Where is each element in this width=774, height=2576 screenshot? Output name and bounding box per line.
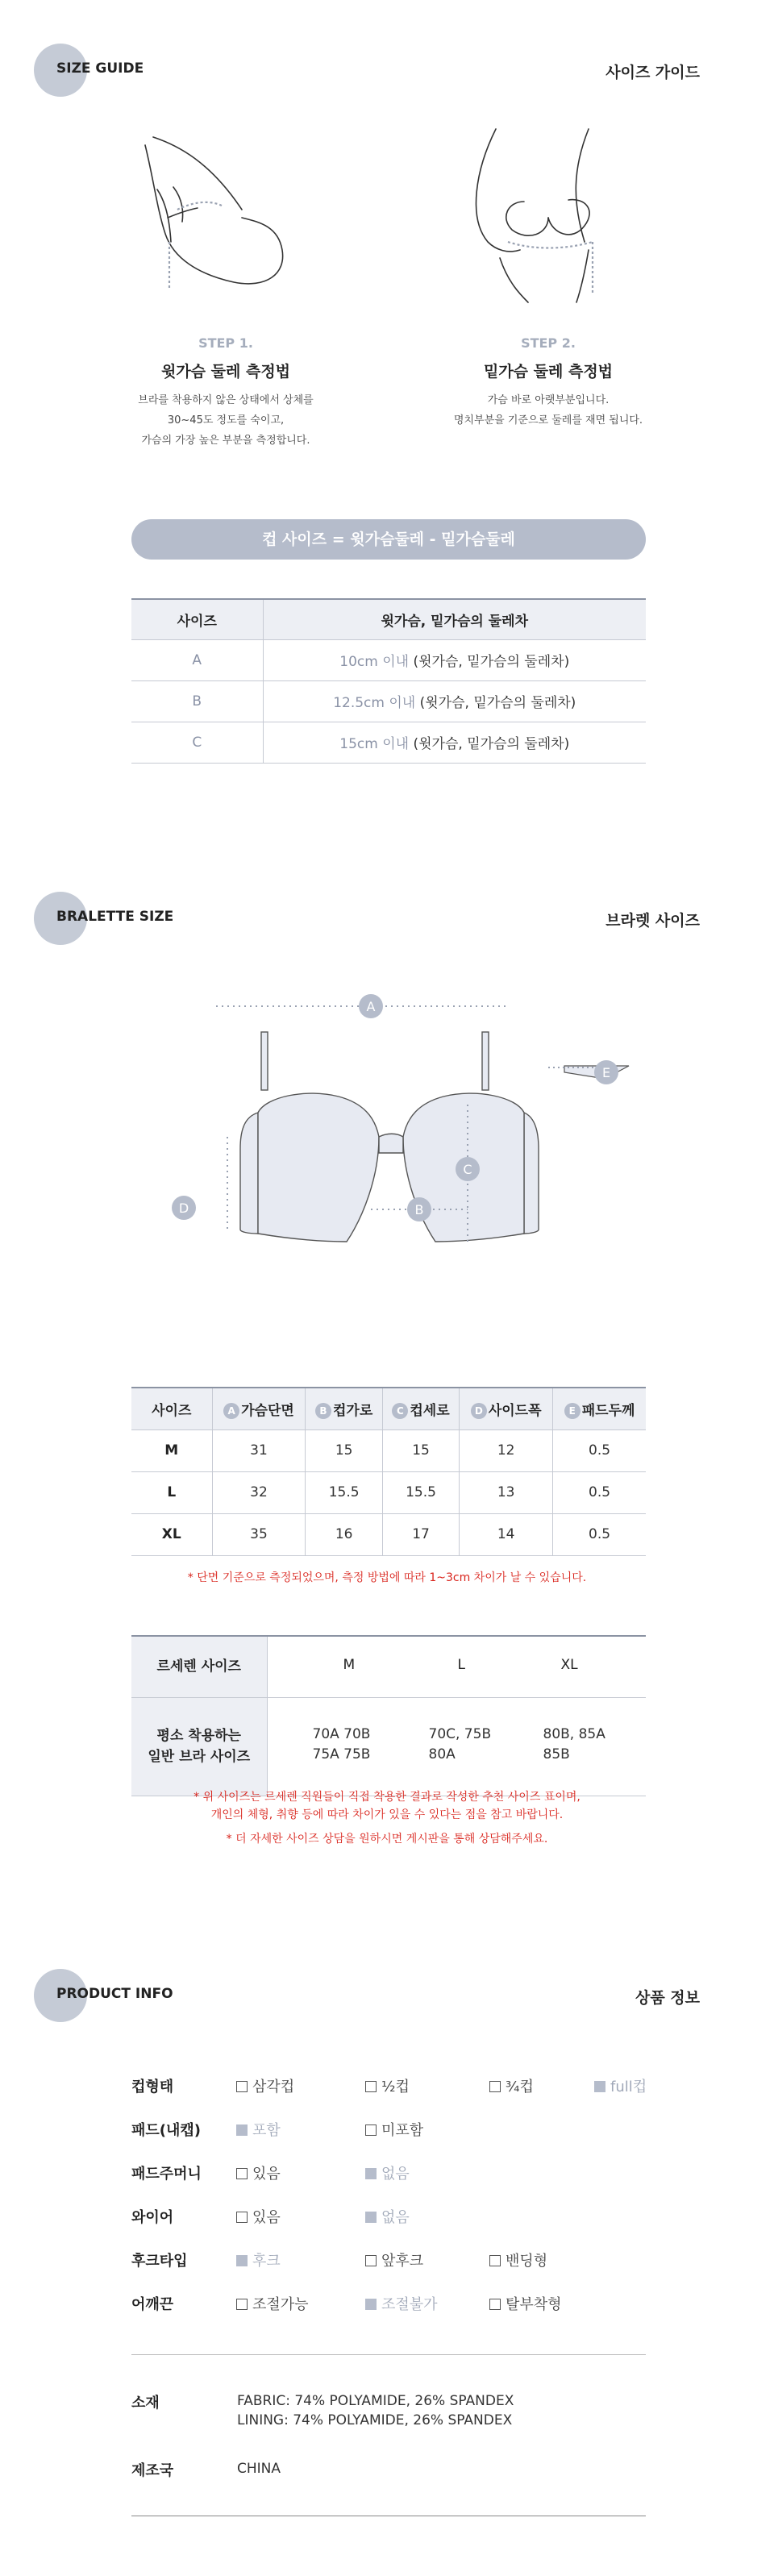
column-header-label: 컵가로 xyxy=(332,1402,373,1419)
option-not-included xyxy=(365,2119,423,2140)
value-cell: 32 xyxy=(212,1471,306,1513)
value-cell: 31 xyxy=(212,1429,306,1471)
info-label: 패드(내캡) xyxy=(131,2122,202,2139)
section-title-ko: 상품 정보 xyxy=(635,1989,700,2007)
info-label: 컵형태 xyxy=(131,2079,174,2095)
option-triangle-cup xyxy=(236,2075,294,2096)
value-cell: 17 xyxy=(382,1513,459,1555)
option-label: 후크 xyxy=(252,2253,281,2270)
option-adjustable xyxy=(236,2293,309,2314)
info-label: 후크타입 xyxy=(131,2253,188,2270)
table-row xyxy=(131,680,646,722)
checkbox-icon xyxy=(365,2255,377,2266)
option-included xyxy=(236,2119,281,2140)
checkbox-icon xyxy=(236,2168,248,2179)
fit-value: 75A 75B xyxy=(312,1746,371,1762)
checkbox-icon xyxy=(236,2299,248,2310)
info-row-hook xyxy=(131,2249,646,2274)
diff-cell xyxy=(263,680,646,722)
column-header-label: 패드두께 xyxy=(581,1402,635,1419)
marker-e: E xyxy=(601,1065,611,1080)
checkbox-checked-icon xyxy=(365,2212,377,2223)
info-row-wire xyxy=(131,2206,646,2230)
size-columns xyxy=(267,1636,646,1697)
divider xyxy=(131,2354,646,2355)
table-row xyxy=(131,639,646,680)
option-no xyxy=(365,2162,410,2183)
option-label: 앞후크 xyxy=(381,2253,424,2270)
step1-desc-line: 브라를 착용하지 않은 상태에서 상체를 xyxy=(138,394,314,406)
option-label: 조절가능 xyxy=(252,2296,309,2313)
section-title-ko: 브라렛 사이즈 xyxy=(605,912,700,930)
marker-c: C xyxy=(463,1162,472,1177)
fit-size-table xyxy=(131,1635,646,1796)
value-cell: 0.5 xyxy=(553,1471,646,1513)
cup-size-cell: C xyxy=(131,722,263,763)
diff-value: 15cm 이내 xyxy=(339,736,410,752)
info-row-strap xyxy=(131,2293,646,2317)
option-hook xyxy=(236,2249,281,2270)
fit-values-l xyxy=(429,1725,492,1765)
diff-note: (윗가슴, 밑가슴의 둘레차) xyxy=(413,654,570,670)
value-cell: 12 xyxy=(460,1429,553,1471)
info-label: 와이어 xyxy=(131,2209,174,2226)
fit-value: 70C, 75B xyxy=(428,1726,492,1742)
column-header-label: 가슴단면 xyxy=(241,1402,294,1419)
step1-number: STEP 1. xyxy=(198,335,253,351)
option-half-cup xyxy=(365,2075,410,2096)
column-header xyxy=(460,1388,553,1429)
section-title-ko: 사이즈 가이드 xyxy=(605,64,700,81)
step2-title: 밑가슴 둘레 측정법 xyxy=(483,363,614,381)
option-label: 없음 xyxy=(381,2166,410,2183)
step2-desc-line: 가슴 바로 아랫부분입니다. xyxy=(487,394,610,406)
diff-note: (윗가슴, 밑가슴의 둘레차) xyxy=(419,695,576,711)
bralette-size-table xyxy=(131,1387,646,1556)
value-cell: 16 xyxy=(306,1513,382,1555)
checkbox-icon xyxy=(365,2124,377,2136)
cup-size-table xyxy=(131,598,646,764)
checkbox-checked-icon xyxy=(594,2081,605,2092)
option-front-hook xyxy=(365,2249,423,2270)
size-m: M xyxy=(343,1657,356,1674)
option-label: 조절불가 xyxy=(381,2296,438,2313)
checkbox-icon xyxy=(489,2299,501,2310)
option-label: full컵 xyxy=(610,2079,647,2095)
material-label: 소재 xyxy=(131,2395,160,2412)
diff-cell xyxy=(263,722,646,763)
option-label: 탈부착형 xyxy=(506,2296,562,2313)
info-row-pad-pocket xyxy=(131,2162,646,2187)
option-label: 삼각컵 xyxy=(252,2079,295,2095)
marker-c-badge: C xyxy=(392,1403,408,1419)
section-title-bralette: BRALETTE SIZE xyxy=(56,909,174,925)
value-cell: 15.5 xyxy=(306,1471,382,1513)
table-row xyxy=(131,1471,646,1513)
cup-size-formula: 컵 사이즈 = 윗가슴둘레 - 밑가슴둘레 xyxy=(131,519,646,560)
size-cell: M xyxy=(131,1429,212,1471)
material-line: LINING: 74% POLYAMIDE, 26% SPANDEX xyxy=(237,2412,513,2428)
column-header xyxy=(306,1388,382,1429)
fit-values-xl xyxy=(543,1725,605,1765)
marker-e-badge: E xyxy=(564,1403,580,1419)
marker-d-badge: D xyxy=(471,1403,487,1419)
option-label: 미포함 xyxy=(381,2122,424,2139)
table-row xyxy=(131,1429,646,1471)
recommendation-note xyxy=(0,1788,774,1824)
option-label: ¾컵 xyxy=(506,2079,534,2095)
column-header-label: 사이드폭 xyxy=(488,1402,542,1419)
column-header: 윗가슴, 밑가슴의 둘레차 xyxy=(263,599,646,639)
fit-value: 80A xyxy=(428,1746,456,1762)
size-xl: XL xyxy=(560,1657,578,1674)
checkbox-icon xyxy=(236,2081,248,2092)
info-label: 어깨끈 xyxy=(131,2296,174,2313)
checkbox-icon xyxy=(489,2255,501,2266)
step1-description xyxy=(97,390,355,451)
checkbox-icon xyxy=(236,2212,248,2223)
marker-b: B xyxy=(414,1202,424,1217)
table-header-row xyxy=(131,1636,646,1697)
info-row-pad xyxy=(131,2119,646,2143)
step1-illustration xyxy=(121,121,298,306)
size-cell: XL xyxy=(131,1513,212,1555)
option-yes xyxy=(236,2162,281,2183)
step1-desc-line: 30~45도 정도를 숙이고, xyxy=(167,414,285,427)
table-row xyxy=(131,722,646,763)
option-three-quarter-cup xyxy=(489,2075,534,2096)
option-banding xyxy=(489,2249,547,2270)
option-no xyxy=(365,2206,410,2227)
table-header-row xyxy=(131,599,646,639)
row-label-line: 일반 브라 사이즈 xyxy=(148,1749,251,1765)
option-label: ½컵 xyxy=(381,2079,410,2095)
step2-description xyxy=(419,390,677,431)
column-header-label: 컵세로 xyxy=(410,1402,450,1419)
marker-d: D xyxy=(178,1201,189,1216)
column-header xyxy=(553,1388,646,1429)
diff-value: 10cm 이내 xyxy=(339,654,410,670)
checkbox-icon xyxy=(365,2081,377,2092)
size-l: L xyxy=(457,1657,465,1674)
marker-b-badge: B xyxy=(315,1403,331,1419)
marker-a-badge: A xyxy=(223,1403,239,1419)
step1-desc-line: 가슴의 가장 높은 부분을 측정합니다. xyxy=(141,435,310,447)
option-full-cup xyxy=(594,2075,647,2096)
info-row-cup xyxy=(131,2075,646,2100)
row-label-line: 평소 착용하는 xyxy=(156,1728,241,1744)
size-cell: L xyxy=(131,1471,212,1513)
checkbox-checked-icon xyxy=(236,2124,248,2136)
value-cell: 0.5 xyxy=(553,1429,646,1471)
value-cell: 35 xyxy=(212,1513,306,1555)
info-label: 패드주머니 xyxy=(131,2166,202,2183)
size-values xyxy=(267,1697,646,1796)
option-label: 있음 xyxy=(252,2209,281,2226)
note-line: * 위 사이즈는 르세렌 직원들이 직접 착용한 결과로 작성한 추천 사이즈 표이며, xyxy=(194,1791,580,1804)
option-detachable xyxy=(489,2293,562,2314)
checkbox-icon xyxy=(489,2081,501,2092)
value-cell: 15 xyxy=(382,1429,459,1471)
checkbox-checked-icon xyxy=(365,2299,377,2310)
column-header xyxy=(212,1388,306,1429)
option-label: 있음 xyxy=(252,2166,281,2183)
value-cell: 15.5 xyxy=(382,1471,459,1513)
column-header: 사이즈 xyxy=(131,599,263,639)
column-header: 사이즈 xyxy=(131,1388,212,1429)
value-cell: 13 xyxy=(460,1471,553,1513)
fit-value: 85B xyxy=(543,1746,570,1762)
table-header-row xyxy=(131,1388,646,1429)
marker-a: A xyxy=(366,999,376,1014)
option-label: 포함 xyxy=(252,2122,281,2139)
checkbox-checked-icon xyxy=(365,2168,377,2179)
fit-value: 70A 70B xyxy=(312,1726,371,1742)
option-label: 밴딩형 xyxy=(506,2253,548,2270)
material-line: FABRIC: 74% POLYAMIDE, 26% SPANDEX xyxy=(237,2393,514,2409)
note-line: 개인의 체형, 취향 등에 따라 차이가 있을 수 있다는 점을 참고 바랍니다. xyxy=(210,1808,564,1821)
step1-title: 윗가슴 둘레 측정법 xyxy=(160,363,291,381)
column-header xyxy=(382,1388,459,1429)
value-cell: 0.5 xyxy=(553,1513,646,1555)
row-label: 르세렌 사이즈 xyxy=(131,1636,267,1697)
origin-label: 제조국 xyxy=(131,2462,174,2479)
value-cell: 15 xyxy=(306,1429,382,1471)
step2-desc-line: 명치부분을 기준으로 둘레를 재면 됩니다. xyxy=(453,414,643,427)
fit-value: 80B, 85A xyxy=(543,1726,605,1742)
measurement-note: * 단면 기준으로 측정되었으며, 측정 방법에 따라 1~3cm 차이가 날 수 있습니다. xyxy=(187,1571,587,1584)
option-yes xyxy=(236,2206,281,2227)
value-cell: 14 xyxy=(460,1513,553,1555)
option-not-adjustable xyxy=(365,2293,438,2314)
diff-value: 12.5cm 이내 xyxy=(333,695,416,711)
diff-cell xyxy=(263,639,646,680)
row-label xyxy=(131,1697,267,1796)
step2-illustration xyxy=(452,121,645,306)
section-title-product-info: PRODUCT INFO xyxy=(56,1986,173,2002)
diff-note: (윗가슴, 밑가슴의 둘레차) xyxy=(413,736,570,752)
bralette-diagram xyxy=(145,976,661,1298)
cup-size-cell: A xyxy=(131,639,263,680)
consult-note: * 더 자세한 사이즈 상담을 원하시면 게시판을 통해 상담해주세요. xyxy=(226,1833,548,1846)
cup-size-cell: B xyxy=(131,680,263,722)
fit-values-m xyxy=(313,1725,371,1765)
material-value xyxy=(237,2391,514,2430)
step2-number: STEP 2. xyxy=(521,335,576,351)
table-row xyxy=(131,1697,646,1796)
section-title-size-guide: SIZE GUIDE xyxy=(56,60,144,77)
checkbox-checked-icon xyxy=(236,2255,248,2266)
origin-value: CHINA xyxy=(237,2461,281,2477)
option-label: 없음 xyxy=(381,2209,410,2226)
table-row xyxy=(131,1513,646,1555)
